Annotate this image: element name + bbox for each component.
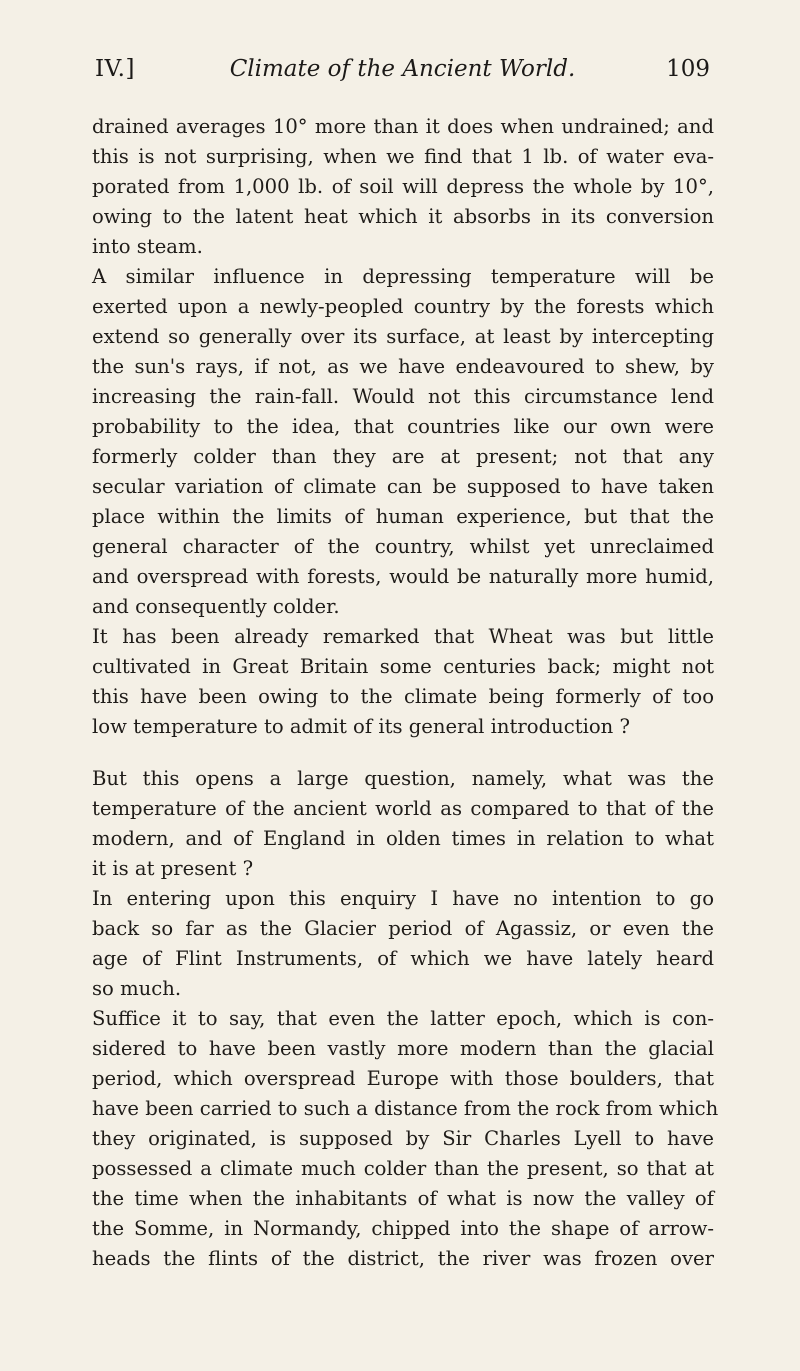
text-line: heads the flints of the district, the river was frozen over <box>92 1247 714 1270</box>
text-line: drained averages 10° more than it does when undrained; and <box>92 115 714 138</box>
text-line: low temperature to admit of its general introduction ? <box>92 715 630 738</box>
text-line: temperature of the ancient world as compared to that of the <box>92 797 714 820</box>
text-line: Suffice it to say, that even the latter epoch, which is con- <box>92 1007 714 1030</box>
paragraph-gap <box>92 742 714 764</box>
text-line: period, which overspread Europe with those boulders, that <box>92 1067 714 1090</box>
text-line: have been carried to such a distance from the rock from which <box>92 1097 719 1120</box>
text-line: general character of the country, whilst yet unreclaimed <box>92 535 714 558</box>
paragraph <box>92 764 714 884</box>
text-line: sidered to have been vastly more modern than the glacial <box>92 1037 714 1060</box>
text-line: exerted upon a newly-peopled country by the forests which <box>92 295 714 318</box>
paragraph <box>92 884 714 1004</box>
text-line: they originated, is supposed by Sir Charles Lyell to have <box>92 1127 714 1150</box>
text-line: But this opens a large question, namely, what was the <box>92 767 714 790</box>
text-line: this is not surprising, when we find that 1 lb. of water eva- <box>92 145 714 168</box>
chapter-number: IV.] <box>95 56 135 82</box>
page-number: 109 <box>666 56 710 82</box>
text-line: In entering upon this enquiry I have no intention to go <box>92 887 714 910</box>
text-line: age of Flint Instruments, of which we have lately heard <box>92 947 714 970</box>
text-line: place within the limits of human experience, but that the <box>92 505 714 528</box>
text-line: and consequently colder. <box>92 595 340 618</box>
running-title: Climate of the Ancient World. <box>229 56 576 82</box>
paragraph <box>92 1004 719 1274</box>
text-line: cultivated in Great Britain some centuries back; might not <box>92 655 714 678</box>
text-line: modern, and of England in olden times in relation to what <box>92 827 714 850</box>
text-line: so much. <box>92 977 182 1000</box>
text-line: the sun's rays, if not, as we have endeavoured to shew, by <box>92 355 714 378</box>
text-line: the Somme, in Normandy, chipped into the shape of arrow- <box>92 1217 714 1240</box>
running-header <box>95 56 710 96</box>
paragraph <box>92 262 714 622</box>
text-line: probability to the idea, that countries like our own were <box>92 415 714 438</box>
text-line: increasing the rain-fall. Would not this circumstance lend <box>92 385 714 408</box>
text-line: into steam. <box>92 235 203 258</box>
text-line: secular variation of climate can be supposed to have taken <box>92 475 714 498</box>
text-line: this have been owing to the climate being formerly of too <box>92 685 714 708</box>
text-line: back so far as the Glacier period of Agassiz, or even the <box>92 917 714 940</box>
text-line: and overspread with forests, would be naturally more humid, <box>92 565 714 588</box>
text-line: formerly colder than they are at present; not that any <box>92 445 714 468</box>
paragraph <box>92 622 714 742</box>
text-line: owing to the latent heat which it absorbs in its conversion <box>92 205 714 228</box>
text-line: extend so generally over its surface, at least by intercepting <box>92 325 714 348</box>
text-line: A similar influence in depressing temperature will be <box>92 265 714 288</box>
text-line: it is at present ? <box>92 857 254 880</box>
text-line: possessed a climate much colder than the present, so that at <box>92 1157 714 1180</box>
text-line: the time when the inhabitants of what is now the valley of <box>92 1187 714 1210</box>
paragraph <box>92 112 714 262</box>
body-text <box>92 112 719 1274</box>
text-line: porated from 1,000 lb. of soil will depress the whole by 10°, <box>92 175 714 198</box>
text-line: It has been already remarked that Wheat was but little <box>92 625 714 648</box>
